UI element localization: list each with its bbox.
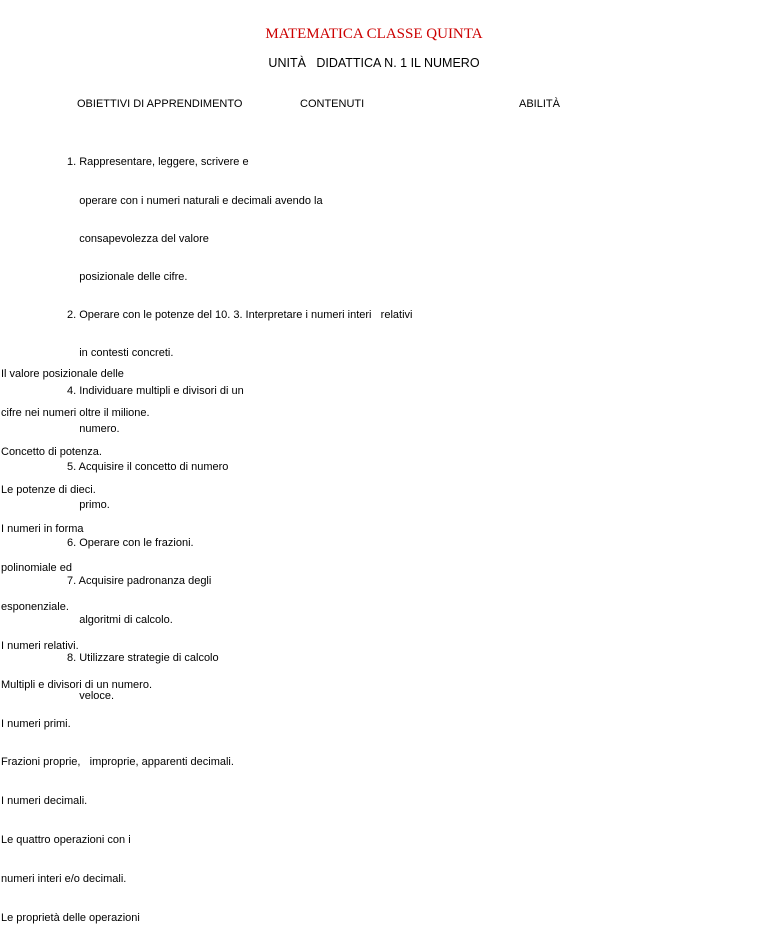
column-header-obiettivi: OBIETTIVI DI APPRENDIMENTO <box>77 98 243 110</box>
document-subtitle: UNITÀ DIDATTICA N. 1 IL NUMERO <box>268 56 480 70</box>
contenuti-line: I numeri primi. <box>1 717 71 730</box>
obiettivi-line: numero. <box>67 423 120 436</box>
contenuti-line: Multipli e divisori di un numero. <box>1 678 153 691</box>
contenuti-line: esponenziale. <box>1 600 69 613</box>
obiettivi-line: 6. Operare con le frazioni. <box>67 537 194 550</box>
obiettivi-line: algoritmi di calcolo. <box>67 613 173 626</box>
contenuti-line: Le quattro operazioni con i <box>1 834 131 847</box>
contenuti-line: Le potenze di dieci. <box>1 484 96 497</box>
contenuti-line: cifre nei numeri oltre il milione. <box>1 406 150 419</box>
obiettivi-line: 1. Rappresentare, leggere, scrivere e <box>67 156 249 169</box>
obiettivi-line: primo. <box>67 499 110 512</box>
contenuti-line: Frazioni proprie, improprie, apparenti decimali. <box>1 756 234 769</box>
contenuti-line: I numeri relativi. <box>1 639 79 652</box>
obiettivi-line: consapevolezza del valore <box>67 232 209 245</box>
obiettivi-line: posizionale delle cifre. <box>67 270 188 283</box>
contenuti-line: numeri interi e/o decimali. <box>1 872 127 885</box>
contenuti-line: Concetto di potenza. <box>1 445 102 458</box>
obiettivi-line: operare con i numeri naturali e decimali avendo la <box>67 194 323 207</box>
obiettivi-line: in contesti concreti. <box>67 346 174 359</box>
contenuti-line: I numeri decimali. <box>1 795 88 808</box>
obiettivi-line: 7. Acquisire padronanza degli <box>67 575 212 588</box>
obiettivi-line: 2. Operare con le potenze del 10. 3. Interpretare i numeri interi relativi <box>67 308 413 321</box>
contenuti-line: I numeri in forma <box>1 523 84 536</box>
obiettivi-line: veloce. <box>67 689 115 702</box>
contenuti-line: Il valore posizionale delle <box>1 367 124 380</box>
contenuti-line: Le proprietà delle operazioni <box>1 911 140 924</box>
contenuti-list <box>1 342 234 938</box>
obiettivi-line: 8. Utilizzare strategie di calcolo <box>67 651 219 664</box>
column-header-contenuti: CONTENUTI <box>300 98 365 110</box>
contenuti-line: polinomiale ed <box>1 562 72 575</box>
document-title: MATEMATICA CLASSE QUINTA <box>265 26 483 42</box>
column-header-abilita: ABILITÀ <box>519 98 560 110</box>
obiettivi-line: 5. Acquisire il concetto di numero <box>67 461 229 474</box>
obiettivi-line: 4. Individuare multipli e divisori di un <box>67 384 244 397</box>
